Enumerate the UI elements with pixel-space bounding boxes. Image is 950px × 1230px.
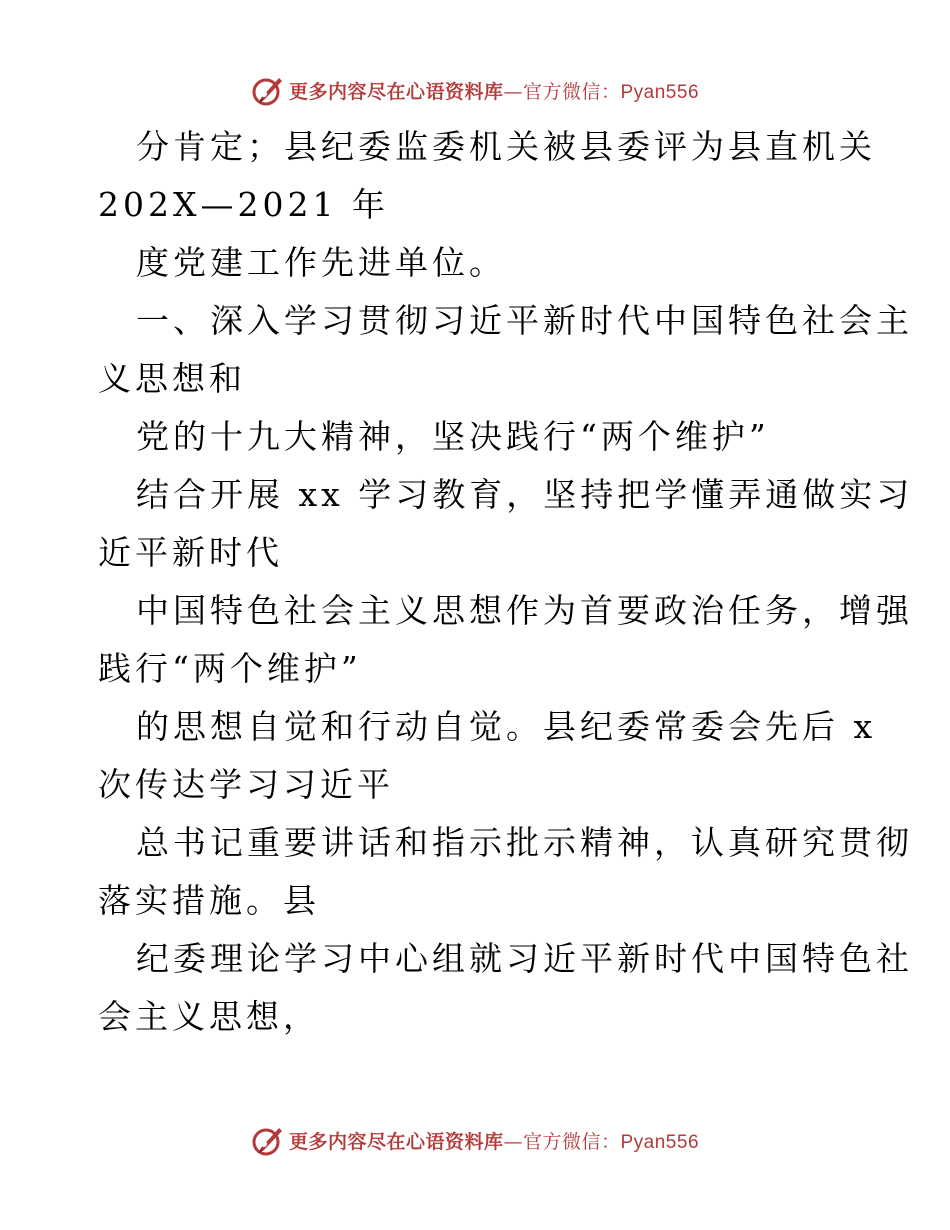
text-line: 党的十九大精神，坚决践行“两个维护” [136,417,770,456]
footer-brand-text: 更多内容尽在心语资料库 [288,1130,504,1153]
text-line: 次传达学习习近平 [98,765,394,804]
text-line: 的思想自觉和行动自觉。县纪委常委会先后 x [136,707,877,746]
text-line: 结合开展 xx 学习教育，坚持把学懂弄通做实习 [136,475,914,514]
document-body [98,118,914,1046]
footer-watermark-text [289,1127,699,1154]
text-line: 一、深入学习贯彻习近平新时代中国特色社会主 [136,301,913,340]
text-line: 近平新时代 [98,533,283,572]
footer-wechat-label: 官方微信： [522,1130,621,1153]
text-line: 总书记重要讲话和指示批示精神，认真研究贯彻 [136,823,913,862]
header-watermark-text [289,77,699,104]
header-wechat-label: 官方微信： [522,80,621,103]
header-wechat-id: Pyan556 [620,81,700,103]
text-line: 202X—2021 年 [98,185,389,224]
header-separator: — [503,80,523,103]
text-line: 会主义思想， [98,997,320,1036]
text-line: 落实措施。县 [98,881,320,920]
text-line: 纪委理论学习中心组就习近平新时代中国特色社 [136,939,913,978]
header-watermark [0,70,950,110]
footer-watermark [0,1120,950,1160]
footer-separator: — [503,1130,523,1153]
text-line: 分肯定；县纪委监委机关被县委评为县直机关 [136,127,876,166]
text-line: 度党建工作先进单位。 [136,243,506,282]
header-brand-text: 更多内容尽在心语资料库 [288,80,504,103]
quill-pen-logo-icon [251,1123,285,1157]
footer-wechat-id: Pyan556 [620,1131,700,1153]
text-line: 中国特色社会主义思想作为首要政治任务，增强 [136,591,913,630]
quill-pen-logo-icon [251,73,285,107]
text-line: 践行“两个维护” [98,649,362,688]
text-line: 义思想和 [98,359,246,398]
